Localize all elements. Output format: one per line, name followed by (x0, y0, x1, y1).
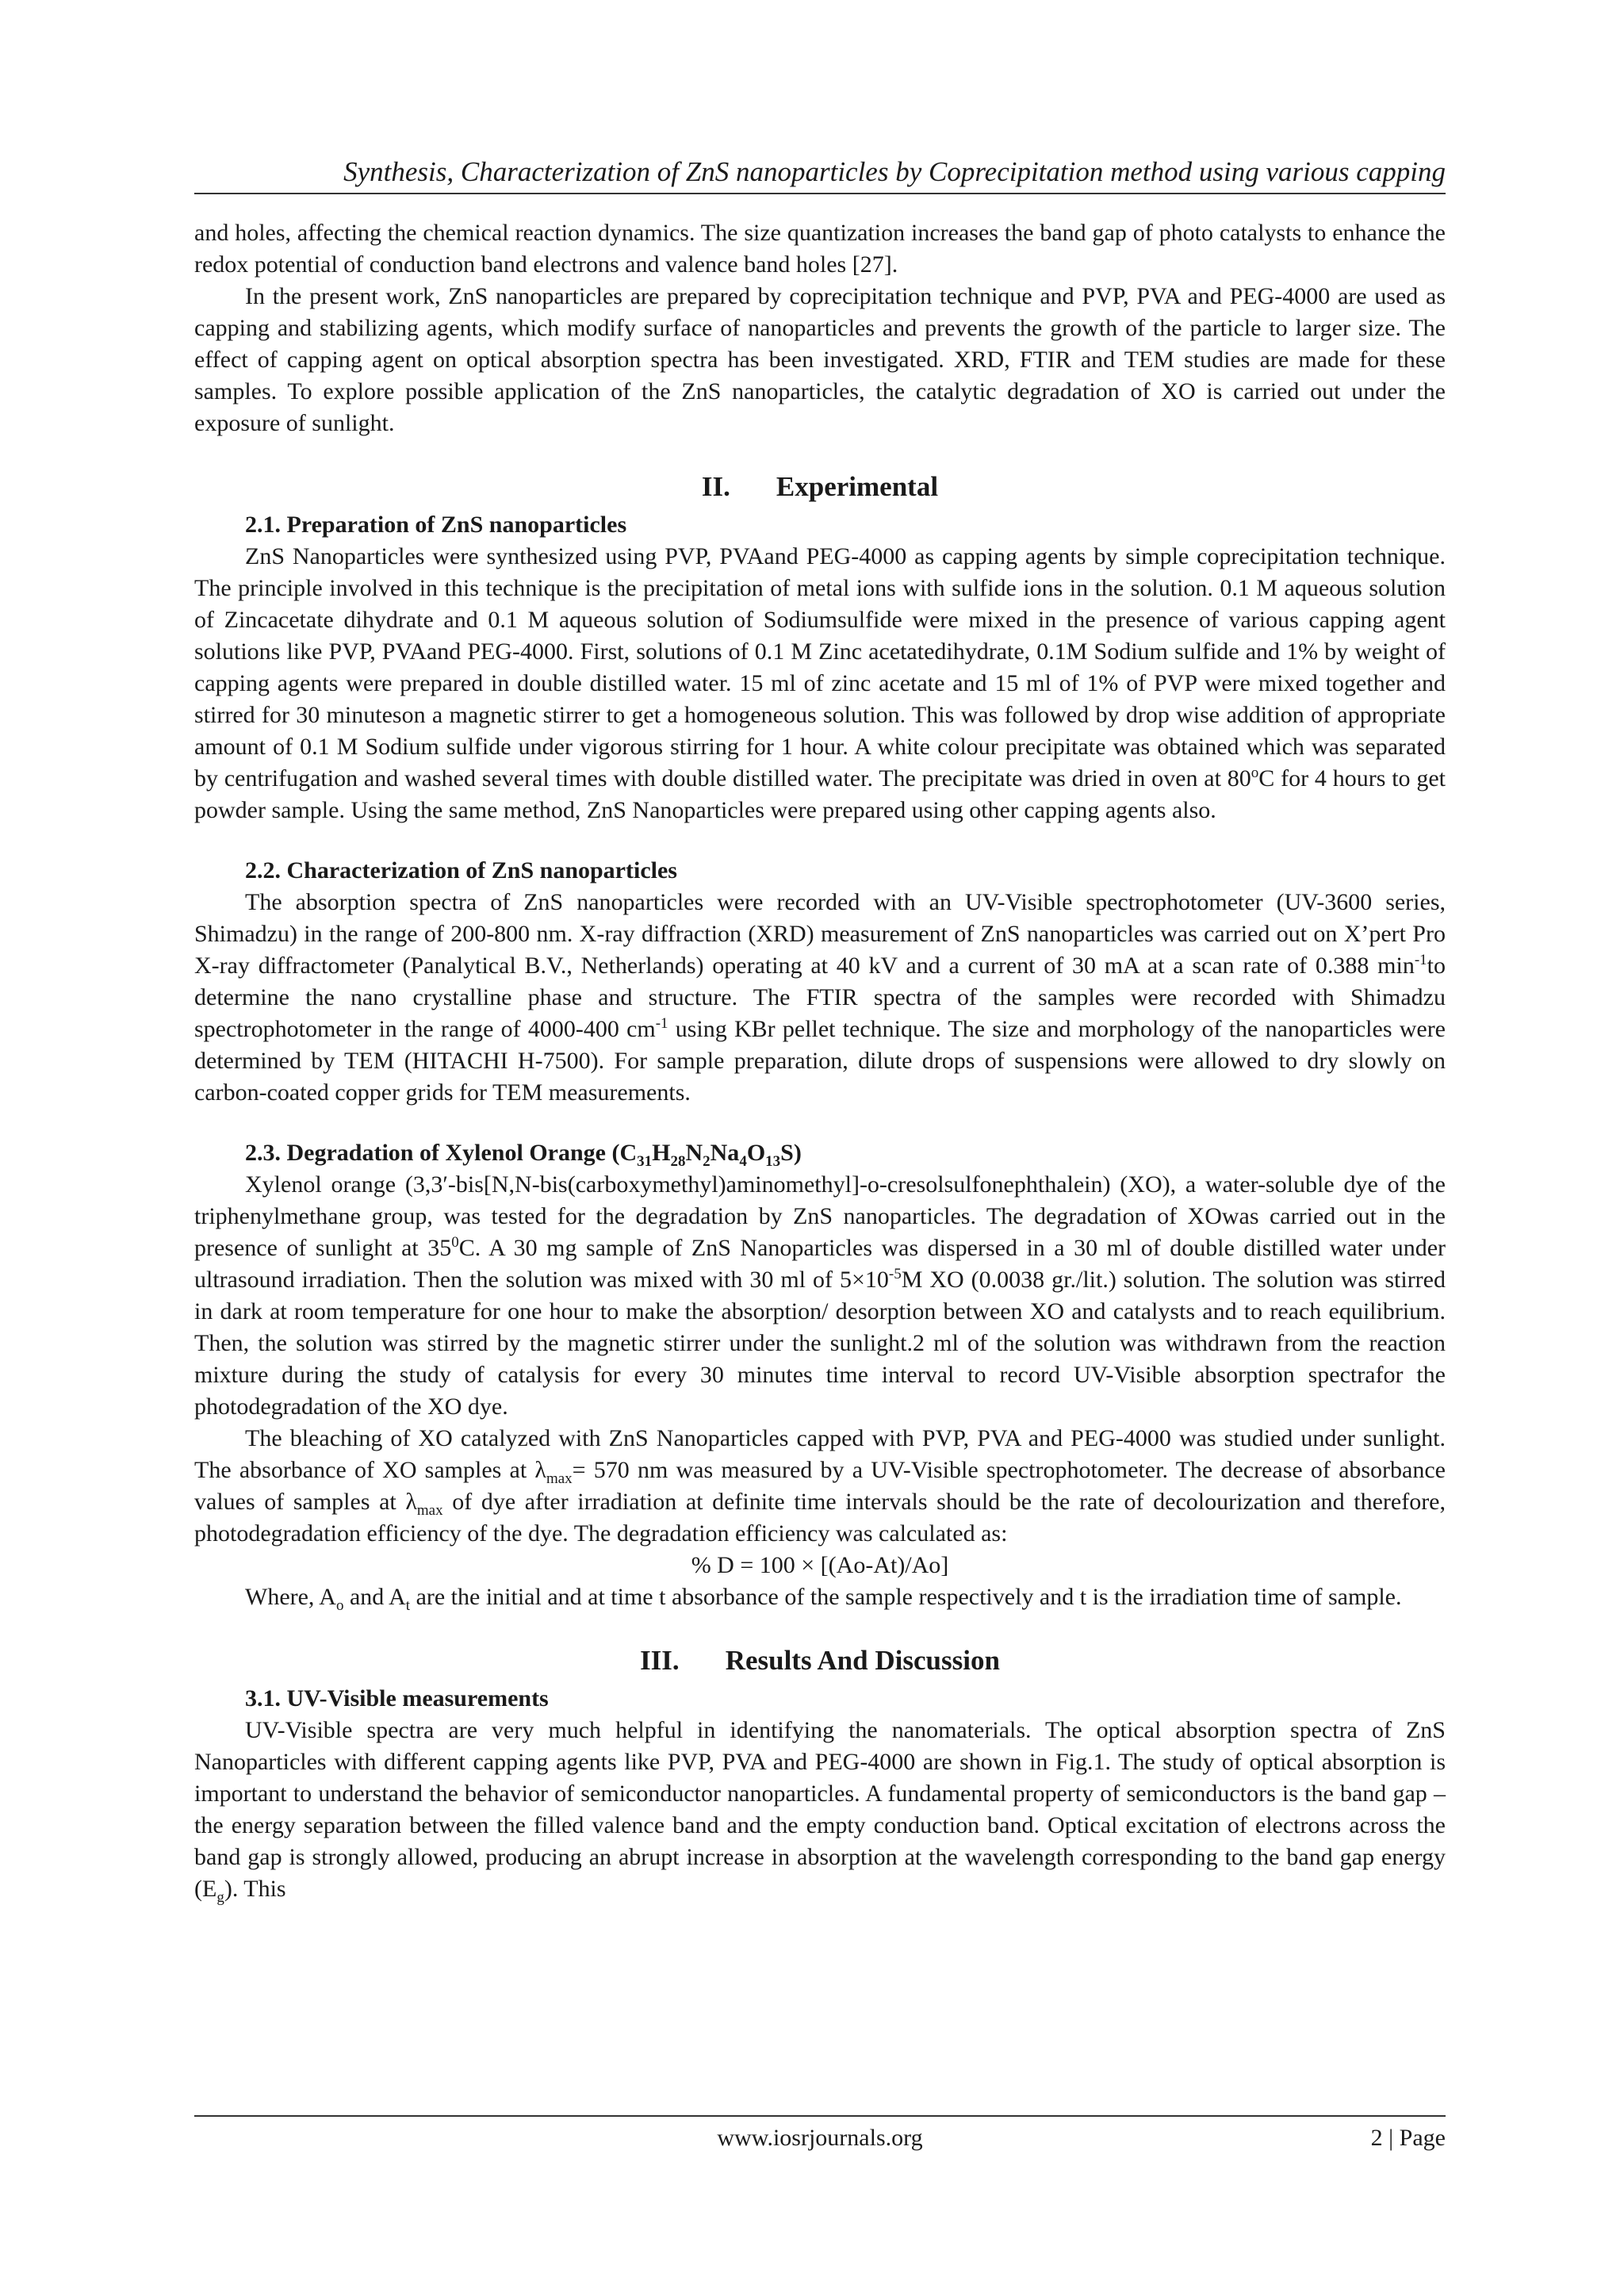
section-title: Experimental (776, 471, 939, 502)
running-header: Synthesis, Characterization of ZnS nanoparticles by Coprecipitation method using various capping (343, 156, 1446, 187)
subsection-heading-3-1: 3.1. UV-Visible measurements (245, 1685, 549, 1711)
degradation-equation: % D = 100 × [(Ao-At)/Ao] (691, 1552, 949, 1578)
journal-website: www.iosrjournals.org (717, 2125, 923, 2151)
article-body (194, 217, 1446, 1905)
page-number: 2 | Page (1370, 2125, 1446, 2151)
subsection-heading-2-3: 2.3. Degradation of Xylenol Orange $(C_{31}H_{28}N_2Na_4O_{13}S)$ (245, 1140, 802, 1170)
section-number: III. (640, 1645, 680, 1676)
subsection-heading-2-2: 2.2. Characterization of ZnS nanoparticles (245, 857, 677, 884)
paragraph-uv-visible: UV-Visible spectra are very much helpful in identifying the nanomaterials. The optical absorption spectra of ZnS Nanoparticles with different capping agents like PVP, PVA and PEG-4000 are shown in Fig.1. The study of optical absorption is important to understand the behavior of semiconductor nanoparticles. A fundamental property of semiconductors is the band gap – the energy separation between the filled valence band and the empty conduction band. Optical excitation of electrons across the band gap is strongly allowed, producing an abrupt increase in absorption at the wavelength corresponding to the band gap energy $(E_g)$. This (194, 1717, 1446, 1906)
intro-paragraph-2: In the present work, ZnS nanoparticles are prepared by coprecipitation technique and PVP, PVA and PEG-4000 are used as capping and stabilizing agents, which modify surface of nanoparticles and prevents the growth of the particle to larger size. The effect of capping agent on optical absorption spectra has been investigated. XRD, FTIR and TEM studies are made for these samples. To explore possible application of the ZnS nanoparticles, the catalytic degradation of XO is carried out under the exposure of sunlight. (194, 283, 1446, 436)
footer-rule (194, 2115, 1446, 2117)
intro-paragraph-1: and holes, affecting the chemical reaction dynamics. The size quantization increases the band gap of photo catalysts to enhance the redox potential of conduction band electrons and valence band holes [27]. (194, 220, 1446, 278)
section-number: II. (701, 471, 730, 502)
paragraph-preparation: ZnS Nanoparticles were synthesized using PVP, PVAand PEG-4000 as capping agents by simple coprecipitation technique. The principle involved in this technique is the precipitation of metal ions with sulfide ions in the solution. 0.1 M aqueous solution of Zincacetate dihydrate and 0.1 M aqueous solution of Sodiumsulfide were mixed in the presence of various capping agent solutions like PVP, PVAand PEG-4000. First, solutions of 0.1 M Zinc acetatedihydrate, 0.1M Sodium sulfide and 1% by weight of capping agents were prepared in double distilled water. 15 ml of zinc acetate and 15 ml of 1% of PVP were mixed together and stirred for 30 minuteson a magnetic stirrer to get a homogeneous solution. This was followed by drop wise addition of appropriate amount of 0.1 M Sodium sulfide under vigorous stirring for 1 hour. A white colour precipitate was obtained which was separated by centrifugation and washed several times with double distilled water. The precipitate was dried in oven at 80$^o$C for 4 hours to get powder sample. Using the same method, ZnS Nanoparticles were prepared using other capping agents also. (194, 543, 1446, 823)
paragraph-characterization: The absorption spectra of ZnS nanoparticles were recorded with an UV-Visible spectrophotometer (UV-3600 series, Shimadzu) in the range of 200-800 nm. X-ray diffraction (XRD) measurement of ZnS nanoparticles was carried out on X’pert Pro X-ray diffractometer (Panalytical B.V., Netherlands) operating at 40 kV and a current of 30 mA at a scan rate of 0.388 $\min^{-1}to$ determine the nano crystalline phase and structure. The FTIR spectra of the samples were recorded with Shimadzu spectrophotometer in the range of 4000-400 $cm^{-1}$ using KBr pellet technique. The size and morphology of the nanoparticles were determined by TEM (HITACHI H-7500). For sample preparation, dilute drops of suspensions were allowed to dry slowly on carbon-coated copper grids for TEM measurements. (194, 889, 1446, 1106)
paragraph-xylenol-orange: Xylenol orange (3,3′-bis[N,N-bis(carboxymethyl)aminomethyl]-o-cresolsulfonephthalein) (XO), a water-soluble dye of the triphenylmethane group, was tested for the degradation by ZnS nanoparticles. The degradation of XOwas carried out in the presence of sunlight at $35^0C$. A 30 mg sample of ZnS Nanoparticles was dispersed in a 30 ml of double distilled water under ultrasound irradiation. Then the solution was mixed with 30 ml of $5\times 10^{-5}M$ XO (0.0038 gr./lit.) solution. The solution was stirred in dark at room temperature for one hour to make the absorption/ desorption between XO and catalysts and to reach equilibrium. Then, the solution was stirred by the magnetic stirrer under the sunlight.2 ml of the solution was withdrawn from the reaction mixture during the study of catalysis for every 30 minutes time interval to record UV-Visible absorption spectrafor the photodegradation of the XO dye. (194, 1171, 1446, 1420)
section-heading-results (194, 1643, 1446, 1678)
paragraph-bleaching: The bleaching of XO catalyzed with ZnS Nanoparticles capped with PVP, PVA and PEG-4000 was studied under sunlight. The absorbance of XO samples at $\lambda_{max}= 570$ nm was measured by a UV-Visible spectrophotometer. The decrease of absorbance values of samples at $\lambda_{max}$ of dye after irradiation at definite time intervals should be the rate of decolourization and therefore, photodegradation efficiency of the dye. The degradation efficiency was calculated as: (194, 1425, 1446, 1547)
section-heading-experimental (194, 470, 1446, 504)
subsection-heading-2-1: 2.1. Preparation of ZnS nanoparticles (245, 512, 627, 538)
section-title: Results And Discussion (725, 1645, 1000, 1676)
paragraph-equation-terms: Where, $A_o$ and $A_t$ are the initial and at time t absorbance of the sample respectively and t is the irradiation time of sample. (245, 1584, 1402, 1614)
header-rule (194, 193, 1446, 194)
